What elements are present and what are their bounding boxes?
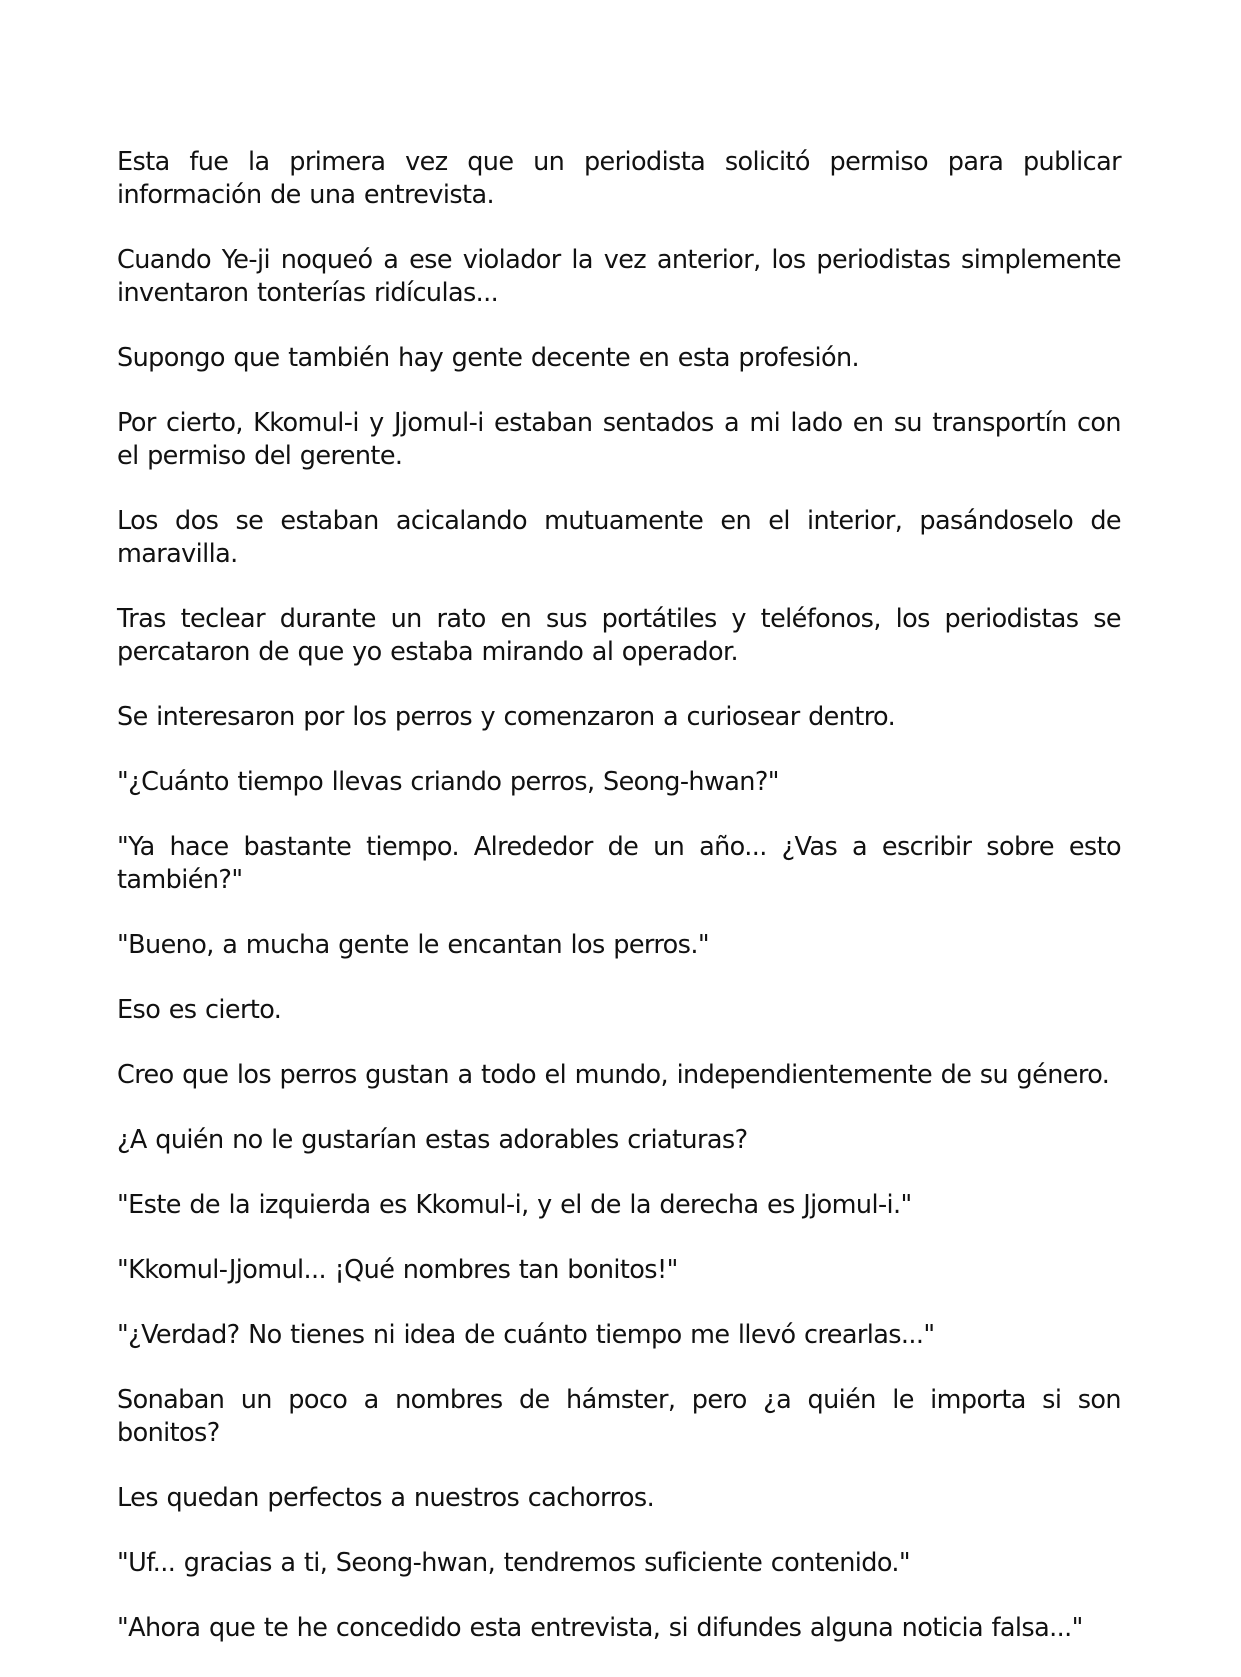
paragraph: Los dos se estaban acicalando mutuamente en el interior, pasándoselo de maravilla. <box>117 506 1121 569</box>
paragraph: "Ya hace bastante tiempo. Alrededor de un año... ¿Vas a escribir sobre esto también?" <box>117 832 1121 895</box>
paragraph: Se interesaron por los perros y comenzaron a curiosear dentro. <box>117 702 896 732</box>
paragraph: Supongo que también hay gente decente en esta profesión. <box>117 343 860 373</box>
paragraph: "Uf... gracias a ti, Seong-hwan, tendremos suficiente contenido." <box>117 1548 911 1578</box>
paragraph: "Kkomul-Jjomul... ¡Qué nombres tan bonitos!" <box>117 1255 678 1285</box>
paragraph: Creo que los perros gustan a todo el mundo, independientemente de su género. <box>117 1060 1110 1090</box>
paragraph: Esta fue la primera vez que un periodista solicitó permiso para publicar información de una entrevista. <box>117 147 1121 210</box>
paragraph: "Bueno, a mucha gente le encantan los perros." <box>117 930 709 960</box>
paragraph: "¿Cuánto tiempo llevas criando perros, Seong-hwan?" <box>117 767 779 797</box>
paragraph: Les quedan perfectos a nuestros cachorros. <box>117 1483 655 1513</box>
paragraph: Sonaban un poco a nombres de hámster, pero ¿a quién le importa si son bonitos? <box>117 1385 1121 1448</box>
paragraph: ¿A quién no le gustarían estas adorables criaturas? <box>117 1125 748 1155</box>
paragraph: "Este de la izquierda es Kkomul-i, y el de la derecha es Jjomul-i." <box>117 1190 912 1220</box>
paragraph: Tras teclear durante un rato en sus portátiles y teléfonos, los periodistas se percataron de que yo estaba mirando al operador. <box>117 604 1121 667</box>
paragraph: Cuando Ye-ji noqueó a ese violador la vez anterior, los periodistas simplemente inventaron tonterías ridículas... <box>117 245 1121 308</box>
paragraph: "Ahora que te he concedido esta entrevista, si difundes alguna noticia falsa..." <box>117 1613 1083 1643</box>
paragraph: Por cierto, Kkomul-i y Jjomul-i estaban sentados a mi lado en su transportín con el permiso del gerente. <box>117 408 1121 471</box>
body-text <box>117 0 1121 1677</box>
paragraph: Eso es cierto. <box>117 995 282 1025</box>
paragraph: "¿Verdad? No tienes ni idea de cuánto tiempo me llevó crearlas..." <box>117 1320 935 1350</box>
